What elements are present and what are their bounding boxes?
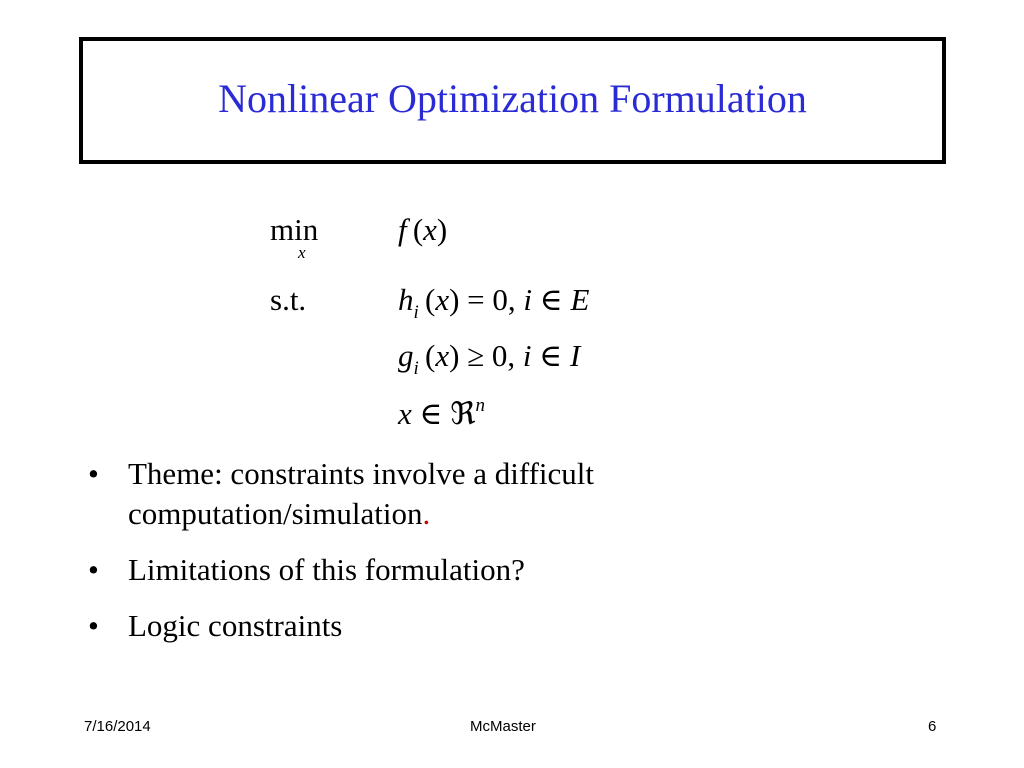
- bullet-text-continued: computation/simulation: [128, 496, 423, 531]
- footer-date: 7/16/2014: [84, 718, 151, 735]
- equality-constraint: $h_i$ (x) = 0, i ∈ E: [398, 282, 590, 323]
- page-number: 6: [928, 718, 937, 735]
- bullet-item: [88, 550, 948, 590]
- bullet-item: [88, 606, 948, 646]
- bullet-dot: •: [88, 552, 99, 587]
- min-variable: x: [298, 243, 306, 262]
- bullet-text: Logic constraints: [128, 608, 343, 643]
- min-operator: [270, 212, 319, 262]
- bullet-text: Theme: constraints involve a difficult: [128, 456, 595, 491]
- bullet-dot: •: [88, 608, 99, 643]
- bullet-red-period: .: [422, 496, 431, 531]
- bullet-item: [88, 454, 948, 534]
- domain-constraint: x ∈ ℜ$^n$: [398, 395, 485, 431]
- min-label: min: [270, 212, 319, 247]
- bullet-list: [88, 454, 948, 662]
- title-box: [79, 37, 946, 164]
- slide-title: Nonlinear Optimization Formulation: [218, 75, 807, 121]
- footer-center: McMaster: [470, 718, 536, 735]
- bullet-dot: •: [88, 456, 99, 491]
- objective-function: f (x): [398, 212, 448, 247]
- bullet-text: Limitations of this formulation?: [128, 552, 525, 587]
- inequality-constraint: $g_i$ (x) ≥ 0, i ∈ I: [398, 338, 581, 379]
- subject-to-label: s.t.: [270, 282, 307, 317]
